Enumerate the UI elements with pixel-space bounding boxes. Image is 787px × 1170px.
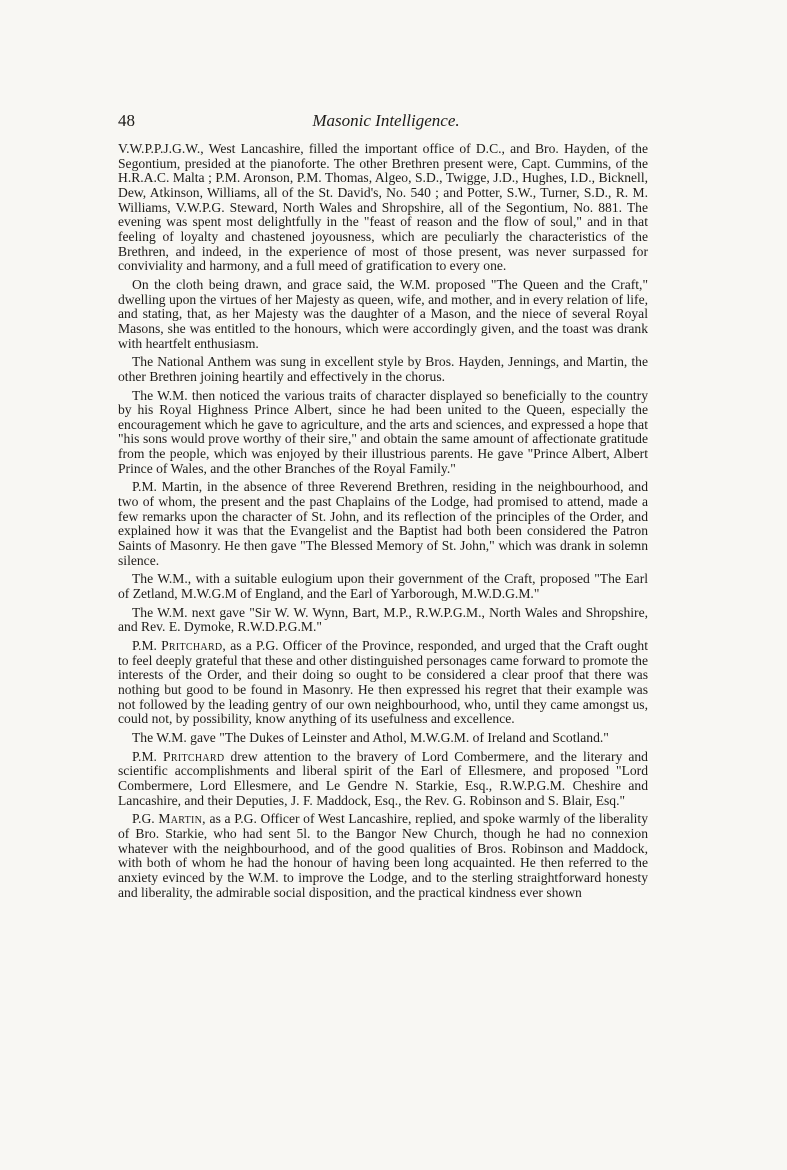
paragraph: V.W.P.P.J.G.W., West Lancashire, filled the important office of D.C., and Bro. Hayden, of the Segontium, presided at the pianoforte. The other Brethren present were, Capt. Cummins, of the H.R.A.C. Malta ; P.M. Aronson, P.M. Thomas, Algeo, S.D., Twigge, J.D., Hughes, I.D., Bicknell, Dew, Atkinson, Williams, all of the St. David's, No. 540 ; and Potter, S.W., Turner, S.D., R. M. Williams, V.W.P.G. Steward, North Wales and Shropshire, all of the Segontium, No. 881. The evening was spent most delightfully in the "feast of reason and the flow of soul," and in that feeling of loyalty and chastened joyousness, which are peculiarly the characteristics of the Brethren, and indeed, in the experience of most of those present, was never surpassed for conviviality and harmony, and a full meed of gratification to every one. [118,141,648,274]
page-header [118,111,654,135]
speaker-name: Pritchard [163,748,225,764]
paragraph: The W.M., with a suitable eulogium upon their government of the Craft, proposed "The Earl of Zetland, M.W.G.M of England, and the Earl of Yarborough, M.W.D.G.M." [118,571,648,602]
speaker-prefix: P.G. [132,811,155,827]
paragraph: The W.M. gave "The Dukes of Leinster and Athol, M.W.G.M. of Ireland and Scotland." [132,729,609,745]
speaker-prefix: P.M. [132,638,157,653]
paragraph: The W.M. then noticed the various traits of character displayed so beneficially to the country by his Royal Highness Prince Albert, since he had been united to the Queen, especially the encouragement which he gave to agriculture, and the arts and sciences, and expressed a hope that "his sons would prove worthy of their sire," and obtain the same amount of affectionate gratitude from the people, which was enjoyed by their illustrious parents. He gave "Prince Albert, Albert Prince of Wales, and the other Branches of the Royal Family." [118,387,648,476]
page-number: 48 [118,111,135,130]
paragraph: The W.M. next gave "Sir W. W. Wynn, Bart, M.P., R.W.P.G.M., North Wales and Shropshire, and Rev. E. Dymoke, R.W.D.P.G.M." [118,604,648,635]
paragraph-with-name [118,812,648,900]
article-body [118,142,648,904]
speaker-name: Pritchard, [161,638,227,653]
paragraph: On the cloth being drawn, and grace said, the W.M. proposed "The Queen and the Craft," dwelling upon the virtues of her Majesty as queen, wife, and mother, and in every relation of life, and stating, that, as her Majesty was the daughter of a Mason, and the niece of several Royal Masons, she was entitled to the honours, which were accordingly given, and the toast was drank with heartfelt enthusiasm. [118,276,648,351]
speaker-prefix: P.M. [132,748,157,764]
speaker-name: Martin, [158,811,206,827]
paragraph: P.M. Martin, in the absence of three Reverend Brethren, residing in the neighbourhood, and two of whom, the present and the past Chaplains of the Lodge, had promised to attend, made a few remarks upon the character of St. John, and its reflection of the principles of the Order, and explained how it was that the Evangelist and the Baptist had both been considered the Patron Saints of Masonry. He then gave "The Blessed Memory of St. John," which was drank in solemn silence. [118,479,648,568]
paragraph-text: drew attention to the bravery of Lord Combermere, and the literary and scientific accomplishments and liberal spirit of the Earl of Ellesmere, and proposed "Lord Combermere, Lord Ellesmere, and Le Gendre N. Starkie, Esq., R.W.P.G.M. Cheshire and Lancashire, and their Deputies, J. F. Maddock, Esq., the Rev. G. Robinson and S. Blair, Esq." [118,748,648,808]
paragraph-text: as a P.G. Officer of West Lancashire, replied, and spoke warmly of the liberality of Bro. Starkie, who had sent 5l. to the Bangor New Church, though he had no connexion whatever with the neighbourhood, and of the good qualities of Bros. Robinson and Maddock, with both of whom he had the honour of having been long acquainted. He then referred to the anxiety evinced by the W.M. to improve the Lodge, and to the sterling straightforward honesty and liberality, the admirable social disposition, and the practical kindness ever shown [118,811,648,900]
running-title: Masonic Intelligence. [312,111,460,130]
paragraph-text: as a P.G. Officer of the Province, responded, and urged that the Craft ought to feel deeply grateful that these and other distinguished personages came forward to promote the interests of the Order, and their doing so ought to be considered a clear proof that there was nothing but good to be found in Masonry. He then expressed his regret that their example was not followed by the leading gentry of our own neighbourhood, who, until they came amongst us, could not, by possibility, know anything of its usefulness and excellence. [118,638,648,727]
paragraph: The National Anthem was sung in excellent style by Bros. Hayden, Jennings, and Martin, the other Brethren joining heartily and effectively in the chorus. [118,354,648,384]
paragraph-with-name [118,750,648,809]
paragraph-with-name [118,639,648,727]
